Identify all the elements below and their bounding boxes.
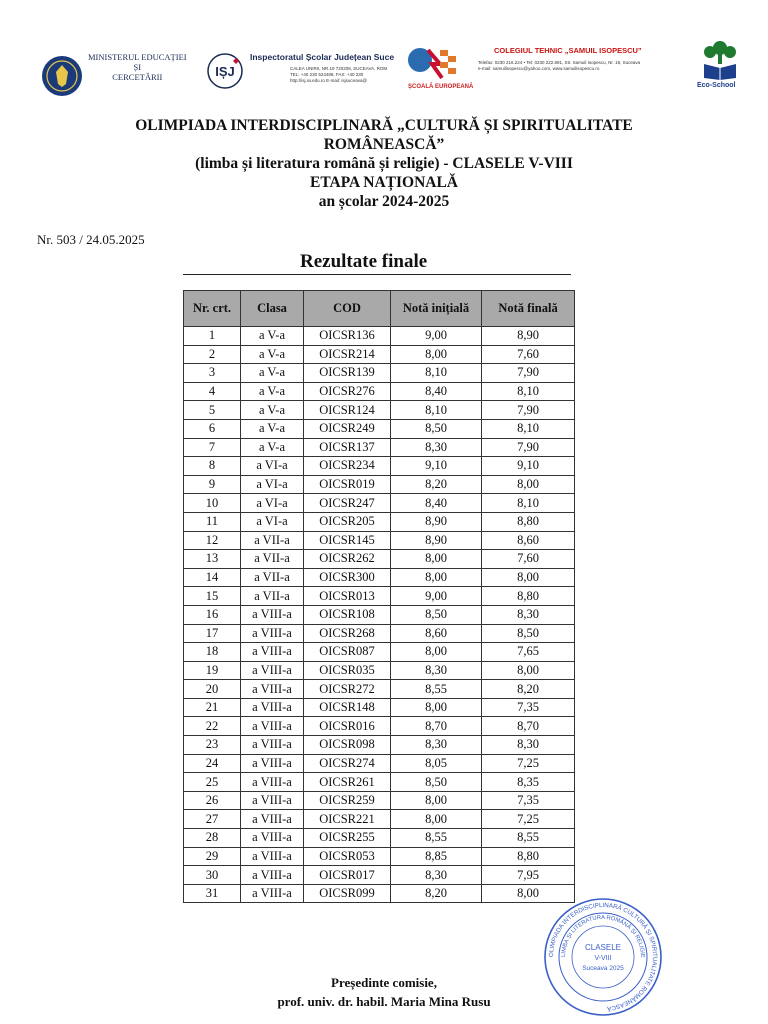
cell-cod: OICSR214	[304, 345, 391, 364]
cell-nota-finala: 8,80	[482, 512, 575, 531]
cell-nota-initiala: 8,00	[391, 791, 482, 810]
cell-nr: 8	[184, 457, 241, 476]
section-heading: Rezultate finale	[300, 251, 428, 272]
cell-clasa: a VII-a	[241, 531, 304, 550]
cell-clasa: a VIII-a	[241, 791, 304, 810]
cell-clasa: a VIII-a	[241, 698, 304, 717]
header-nr: Nr. crt.	[184, 291, 241, 327]
heading-underline	[183, 274, 571, 275]
cell-clasa: a VIII-a	[241, 754, 304, 773]
cell-cod: OICSR035	[304, 661, 391, 680]
header-cod: COD	[304, 291, 391, 327]
cell-nr: 21	[184, 698, 241, 717]
cell-nr: 17	[184, 624, 241, 643]
table-row	[184, 531, 575, 550]
table-row	[184, 717, 575, 736]
header-nota-initiala: Notă inițială	[391, 291, 482, 327]
stamp-center-line: CLASELE	[584, 943, 622, 952]
cell-cod: OICSR099	[304, 884, 391, 903]
stamp-ring-text: OLIMPIADA INTERDISCIPLINARĂ CULTURĂ ȘI SPIRITUALITATE ROMÂNEASCĂ	[547, 901, 659, 1012]
cell-nr: 31	[184, 884, 241, 903]
cell-clasa: a VIII-a	[241, 829, 304, 848]
table-row	[184, 661, 575, 680]
cell-cod: OICSR234	[304, 457, 391, 476]
cell-cod: OICSR249	[304, 419, 391, 438]
cell-nota-finala: 7,95	[482, 866, 575, 885]
results-table	[183, 290, 575, 903]
table-row	[184, 791, 575, 810]
cell-cod: OICSR019	[304, 475, 391, 494]
cell-nota-finala: 7,35	[482, 698, 575, 717]
official-stamp	[542, 896, 664, 1018]
table-row	[184, 401, 575, 420]
cell-nota-initiala: 8,30	[391, 736, 482, 755]
cell-clasa: a V-a	[241, 345, 304, 364]
cell-nota-initiala: 8,10	[391, 364, 482, 383]
cell-cod: OICSR013	[304, 587, 391, 606]
cell-nr: 24	[184, 754, 241, 773]
table-row	[184, 568, 575, 587]
cell-clasa: a VIII-a	[241, 680, 304, 699]
cell-nr: 7	[184, 438, 241, 457]
cell-nota-finala: 7,65	[482, 643, 575, 662]
cell-cod: OICSR098	[304, 736, 391, 755]
president-name: prof. univ. dr. habil. Maria Mina Rusu	[277, 994, 491, 1009]
cell-cod: OICSR139	[304, 364, 391, 383]
cell-nota-initiala: 8,20	[391, 884, 482, 903]
cell-nota-initiala: 8,90	[391, 512, 482, 531]
cell-nr: 23	[184, 736, 241, 755]
stamp-center-line: Suceava 2025	[582, 965, 624, 972]
cell-nota-initiala: 9,10	[391, 457, 482, 476]
table-row	[184, 419, 575, 438]
cell-nota-finala: 8,80	[482, 847, 575, 866]
cell-nr: 18	[184, 643, 241, 662]
cell-cod: OICSR255	[304, 829, 391, 848]
cell-clasa: a VIII-a	[241, 810, 304, 829]
cell-nr: 22	[184, 717, 241, 736]
cell-nota-finala: 7,60	[482, 345, 575, 364]
cell-cod: OICSR137	[304, 438, 391, 457]
president-role: Președinte comisie,	[331, 975, 437, 990]
cell-nota-initiala: 8,55	[391, 829, 482, 848]
cell-nr: 10	[184, 494, 241, 513]
cell-nr: 4	[184, 382, 241, 401]
eco-school-label: Eco-School	[697, 82, 736, 89]
cell-nota-finala: 7,25	[482, 754, 575, 773]
college-logo-icon	[406, 42, 458, 82]
cell-nr: 5	[184, 401, 241, 420]
cell-clasa: a VII-a	[241, 568, 304, 587]
cell-nr: 26	[184, 791, 241, 810]
cell-cod: OICSR136	[304, 327, 391, 346]
table-row	[184, 587, 575, 606]
cell-nota-finala: 8,90	[482, 327, 575, 346]
document-title	[0, 116, 768, 211]
cell-cod: OICSR017	[304, 866, 391, 885]
cell-nota-finala: 8,00	[482, 884, 575, 903]
svg-text:IȘJ: IȘJ	[215, 64, 235, 79]
cell-cod: OICSR300	[304, 568, 391, 587]
cell-nr: 29	[184, 847, 241, 866]
cell-cod: OICSR016	[304, 717, 391, 736]
cell-nota-initiala: 8,30	[391, 661, 482, 680]
cell-cod: OICSR108	[304, 605, 391, 624]
cell-nota-initiala: 8,00	[391, 568, 482, 587]
table-row	[184, 457, 575, 476]
table-row	[184, 866, 575, 885]
cell-nota-finala: 8,50	[482, 624, 575, 643]
cell-nr: 25	[184, 773, 241, 792]
cell-nota-initiala: 8,20	[391, 475, 482, 494]
cell-clasa: a VI-a	[241, 512, 304, 531]
cell-clasa: a VIII-a	[241, 661, 304, 680]
cell-clasa: a V-a	[241, 364, 304, 383]
cell-cod: OICSR221	[304, 810, 391, 829]
table-body	[184, 327, 575, 903]
cell-clasa: a VII-a	[241, 550, 304, 569]
table-row	[184, 624, 575, 643]
cell-clasa: a VIII-a	[241, 717, 304, 736]
cell-clasa: a VI-a	[241, 457, 304, 476]
cell-nr: 1	[184, 327, 241, 346]
title-line: OLIMPIADA INTERDISCIPLINARĂ „CULTURĂ ȘI SPIRITUALITATE	[135, 117, 633, 134]
cell-nota-finala: 8,35	[482, 773, 575, 792]
cell-clasa: a V-a	[241, 438, 304, 457]
cell-nota-finala: 7,90	[482, 364, 575, 383]
table-row	[184, 643, 575, 662]
cell-clasa: a V-a	[241, 327, 304, 346]
table-row	[184, 847, 575, 866]
cell-nota-initiala: 8,85	[391, 847, 482, 866]
cell-nota-finala: 8,10	[482, 494, 575, 513]
cell-nota-finala: 8,60	[482, 531, 575, 550]
cell-nota-initiala: 8,00	[391, 550, 482, 569]
cell-nota-initiala: 8,10	[391, 401, 482, 420]
cell-nota-initiala: 8,30	[391, 438, 482, 457]
cell-nota-finala: 8,70	[482, 717, 575, 736]
table-header-row	[184, 291, 575, 327]
cell-cod: OICSR148	[304, 698, 391, 717]
cell-cod: OICSR261	[304, 773, 391, 792]
cell-nota-initiala: 8,50	[391, 773, 482, 792]
table-row	[184, 438, 575, 457]
table-row	[184, 327, 575, 346]
cell-cod: OICSR087	[304, 643, 391, 662]
cell-clasa: a VIII-a	[241, 866, 304, 885]
cell-nr: 19	[184, 661, 241, 680]
table-row	[184, 736, 575, 755]
cell-cod: OICSR274	[304, 754, 391, 773]
cell-nota-finala: 7,25	[482, 810, 575, 829]
cell-nr: 15	[184, 587, 241, 606]
cell-cod: OICSR053	[304, 847, 391, 866]
cell-nr: 20	[184, 680, 241, 699]
cell-nota-initiala: 8,00	[391, 810, 482, 829]
cell-nr: 30	[184, 866, 241, 885]
cell-nota-finala: 8,30	[482, 605, 575, 624]
cell-nota-finala: 7,90	[482, 401, 575, 420]
table-row	[184, 829, 575, 848]
cell-nota-finala: 8,00	[482, 475, 575, 494]
cell-cod: OICSR272	[304, 680, 391, 699]
cell-cod: OICSR145	[304, 531, 391, 550]
title-line: an școlar 2024-2025	[318, 193, 450, 210]
cell-cod: OICSR124	[304, 401, 391, 420]
cell-nota-initiala: 8,50	[391, 419, 482, 438]
cell-nota-initiala: 8,55	[391, 680, 482, 699]
cell-nr: 2	[184, 345, 241, 364]
cell-nota-initiala: 8,50	[391, 605, 482, 624]
table-row	[184, 605, 575, 624]
stamp-center-line: V-VIII	[594, 955, 612, 962]
cell-nota-finala: 7,60	[482, 550, 575, 569]
cell-nota-finala: 8,00	[482, 661, 575, 680]
eco-school-tree-icon	[698, 38, 742, 80]
ministry-name: MINISTERUL EDUCAȚIEI ȘI CERCETĂRII	[88, 52, 187, 82]
cell-nr: 27	[184, 810, 241, 829]
cell-nota-finala: 8,55	[482, 829, 575, 848]
cell-cod: OICSR276	[304, 382, 391, 401]
stamp-inner-text: LIMBA ȘI LITERATURA ROMÂNĂ ȘI RELIGIE	[560, 914, 646, 958]
cell-nota-finala: 8,20	[482, 680, 575, 699]
scoala-europeana-label: ȘCOALĂ EUROPEANĂ	[408, 84, 474, 90]
table-row	[184, 475, 575, 494]
cell-nr: 3	[184, 364, 241, 383]
cell-clasa: a V-a	[241, 382, 304, 401]
cell-nota-initiala: 9,00	[391, 587, 482, 606]
cell-clasa: a VI-a	[241, 494, 304, 513]
cell-nota-finala: 8,30	[482, 736, 575, 755]
table-row	[184, 773, 575, 792]
cell-nota-finala: 8,10	[482, 419, 575, 438]
college-address: Telefax: 0230 216.224 • Tel: 0230 222.891, Str. Samuil Isopescu, Nr. 19, Suceava e-mail: samuilisopescu@yahoo.com, www.samuilisopescu.ro	[478, 60, 641, 71]
cell-nr: 28	[184, 829, 241, 848]
ministry-crest-icon	[40, 54, 84, 98]
header-clasa: Clasa	[241, 291, 304, 327]
header-logos	[36, 38, 756, 94]
cell-nr: 16	[184, 605, 241, 624]
table-row	[184, 494, 575, 513]
table-row	[184, 364, 575, 383]
header-nota-finala: Notă finală	[482, 291, 575, 327]
cell-clasa: a VIII-a	[241, 884, 304, 903]
cell-nota-finala: 8,80	[482, 587, 575, 606]
table-row	[184, 382, 575, 401]
cell-nr: 12	[184, 531, 241, 550]
document-reference: Nr. 503 / 24.05.2025	[37, 232, 145, 247]
isj-name: Inspectoratul Școlar Județean Suce	[250, 52, 395, 62]
cell-cod: OICSR262	[304, 550, 391, 569]
table-row	[184, 698, 575, 717]
cell-nr: 13	[184, 550, 241, 569]
table-row	[184, 550, 575, 569]
title-line: ROMÂNEASCĂ”	[323, 136, 445, 153]
cell-nota-finala: 7,90	[482, 438, 575, 457]
cell-cod: OICSR205	[304, 512, 391, 531]
cell-cod: OICSR268	[304, 624, 391, 643]
cell-nr: 6	[184, 419, 241, 438]
cell-clasa: a VII-a	[241, 587, 304, 606]
cell-nota-initiala: 8,30	[391, 866, 482, 885]
cell-nota-finala: 8,10	[482, 382, 575, 401]
cell-nota-initiala: 8,70	[391, 717, 482, 736]
isj-logo-icon	[206, 52, 244, 90]
cell-nota-initiala: 8,90	[391, 531, 482, 550]
cell-nota-initiala: 8,00	[391, 643, 482, 662]
cell-nota-initiala: 8,05	[391, 754, 482, 773]
cell-clasa: a VIII-a	[241, 773, 304, 792]
cell-clasa: a VIII-a	[241, 643, 304, 662]
college-name: COLEGIUL TEHNIC „SAMUIL ISOPESCU”	[494, 46, 642, 55]
table-row	[184, 512, 575, 531]
isj-address: CALEA UNIRII, NR.19 720208, SUCEAVA, ROM TEL: +40 230 524488, FAX: +40 230 http://isj.sv.edu.ro E-mail: isjsuceava@	[290, 66, 388, 83]
cell-clasa: a VIII-a	[241, 624, 304, 643]
cell-nr: 9	[184, 475, 241, 494]
cell-nota-initiala: 8,00	[391, 698, 482, 717]
cell-clasa: a VIII-a	[241, 847, 304, 866]
cell-nota-finala: 7,35	[482, 791, 575, 810]
table-row	[184, 754, 575, 773]
cell-cod: OICSR247	[304, 494, 391, 513]
cell-nota-initiala: 8,00	[391, 345, 482, 364]
cell-clasa: a VIII-a	[241, 605, 304, 624]
cell-nota-initiala: 8,60	[391, 624, 482, 643]
cell-clasa: a VIII-a	[241, 736, 304, 755]
cell-clasa: a V-a	[241, 419, 304, 438]
cell-nota-initiala: 8,40	[391, 382, 482, 401]
title-line: ETAPA NAȚIONALĂ	[310, 174, 458, 191]
cell-nota-initiala: 8,40	[391, 494, 482, 513]
cell-nota-finala: 8,00	[482, 568, 575, 587]
cell-clasa: a VI-a	[241, 475, 304, 494]
cell-nota-finala: 9,10	[482, 457, 575, 476]
cell-nr: 14	[184, 568, 241, 587]
cell-nota-initiala: 9,00	[391, 327, 482, 346]
cell-clasa: a V-a	[241, 401, 304, 420]
table-row	[184, 810, 575, 829]
table-row	[184, 345, 575, 364]
table-row	[184, 884, 575, 903]
title-line: (limba și literatura română și religie) - CLASELE V-VIII	[195, 155, 573, 172]
table-row	[184, 680, 575, 699]
cell-cod: OICSR259	[304, 791, 391, 810]
cell-nr: 11	[184, 512, 241, 531]
